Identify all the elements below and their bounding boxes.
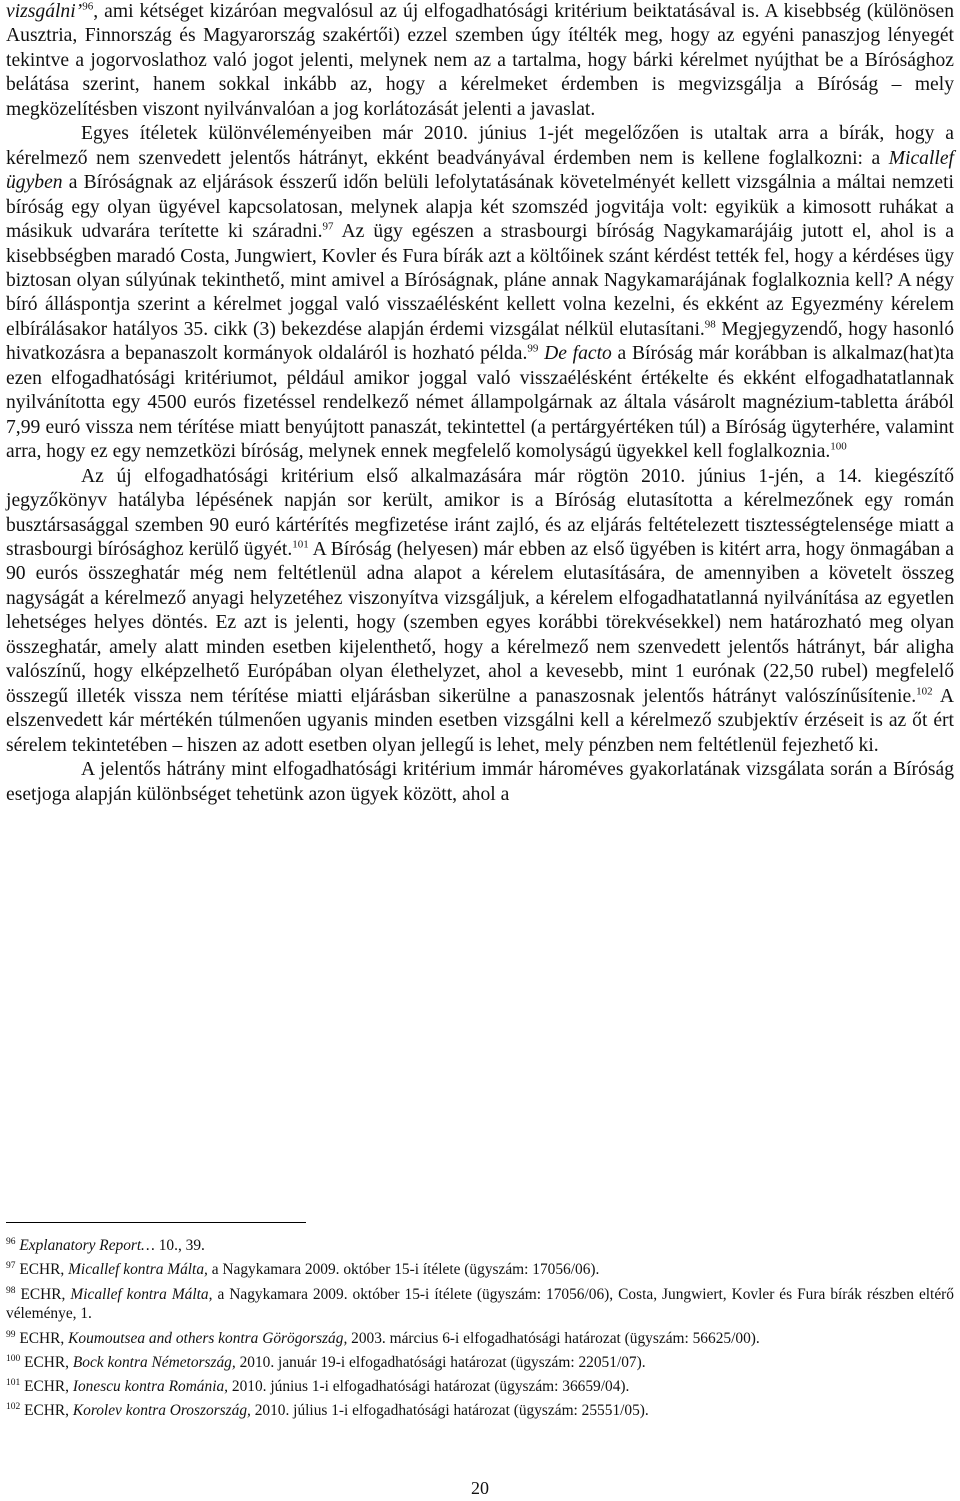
footnote-text: a Nagykamara 2009. október 15-i ítélete (ügyszám: 17056/06), Costa, Jungwiert, Kovler és Fura bírák részben eltérő véleménye, 1. — [6, 1285, 954, 1323]
footnote-prefix: ECHR, — [20, 1285, 71, 1303]
footnote-text: 2010. január 19-i elfogadhatósági határozat (ügyszám: 22051/07). — [235, 1353, 646, 1371]
paragraph-text: a Bíróságnak az eljárások ésszerű időn belüli lefolytatásának követelményét kellett vizsgálnia a máltai nemzeti bíróság egy olyan ügyével kapcsolatosan, melynek alapja két szomszéd jogvitája volt: egyikük a kimosott ruhákat a másikuk udvarára terítette ki száradni. — [6, 172, 954, 243]
footnote-number: 98 — [6, 1285, 16, 1296]
latin-term: De facto — [544, 343, 612, 365]
footnote-number: 101 — [6, 1378, 21, 1389]
footnote-text: 10., 39. — [154, 1237, 205, 1254]
footnote-prefix: ECHR, — [24, 1402, 73, 1420]
footnote-separator — [6, 1222, 306, 1223]
footnote-case-name: Korolev kontra Oroszország, — [72, 1402, 251, 1420]
case-name: Micallef ügyben — [6, 147, 954, 194]
footnote-number: 96 — [6, 1236, 16, 1247]
footnote-102 — [6, 1401, 954, 1421]
paragraph-text: Egyes ítéletek különvéleményeiben már 2010. június 1-jét megelőzően is utaltak arra a bírák, hogy a kérelmező nem szenvedett jelentős hátrányt, ekként beadványával érdemben nem is kellene foglalkozni: a — [6, 123, 954, 169]
footnote-ref-101[interactable]: 101 — [292, 538, 309, 551]
paragraph-4 — [6, 758, 954, 807]
footnote-ref-102[interactable]: 102 — [916, 685, 933, 698]
paragraph-text: Az új elfogadhatósági kritérium első alkalmazására már rögtön 2010. június 1-jén, a 14. kiegészítő jegyzőkönyv hatályba lépésének napján sor került, amikor is a Bíróság elutasította a kérelmezőnek egy román busztársasággal szemben 90 euró kártérítés megfizetése iránt zajló, és az eljárás feltételezett tisztességtelensége miatt a strasbourgi bírósághoz kerülő ügyét. — [6, 465, 954, 560]
paragraph-3 — [6, 465, 954, 758]
footnote-prefix: ECHR, — [19, 1329, 69, 1347]
footnote-97 — [6, 1260, 954, 1280]
footnote-101 — [6, 1377, 954, 1397]
paragraph-text: Az ügy egészen a strasbourgi bíróság Nagykamarájáig jutott el, ahol is a kisebbségben maradó Costa, Jungwiert, Kovler és Fura bírák azt a költőinek szánt kérdést tették fel, hogy a kérdéses ügy biztosan olyan súlyúnak tekinthető, mint amivel a Bíróságnak, pláne annak Nagykamarájának foglalkoznia kell? A négy bíró álláspontja szerint a kérelmet joggal való visszaélésként kellett volna kezelni, és ekként az Egyezmény kérelem elbírálásakor hatályos 35. cikk (3) bekezdése alapján érdemi vizsgálat nélkül elutasítani. — [6, 221, 955, 340]
footnote-96 — [6, 1236, 954, 1256]
footnote-ref-97[interactable]: 97 — [322, 220, 334, 233]
footnote-case-name: Micallef kontra Málta, — [68, 1261, 208, 1279]
footnote-ref-99[interactable]: 99 — [527, 342, 539, 355]
paragraph-text: a Bíróság már korábban is alkalmaz(hat)ta ezen elfogadhatósági kritériumot, például amikor joggal való visszaélésként értékelte és ekként elfogadhatatlannak nyilvánította egy 4500 eurós fizetéssel rendelkező német állampolgárnak az általa vásárolt magnézium-tabletta árából 7,99 euró vissza nem térítése miatt benyújtott panaszát, tekintettel (a pertárgyértéken túl) a Bíróság ügyterhére, valamint arra, hogy ez egy nemzetközi bíróság, melynek ennek megfelelő komolyságú ügyekkel kell foglalkoznia. — [6, 343, 954, 463]
footnote-case-name: Micallef kontra Málta, — [70, 1285, 213, 1303]
footnote-99 — [6, 1329, 954, 1349]
footnote-prefix: ECHR, — [24, 1378, 73, 1396]
footnote-number: 97 — [6, 1261, 16, 1272]
footnote-ref-96[interactable]: 96 — [82, 0, 94, 13]
paragraph-text: , ami kétséget kizáróan megvalósul az új elfogadhatósági kritérium beiktatásával is. A kisebbség (különösen Ausztria, Finnország és Magyarország szakértői) ezzel szemben úgy ítélték meg, hogy az egyéni panaszjog lényegét tekintve a jogorvoslathoz való jogot jelenti, melynek nem az a tartalma, hogy bárki kérelmet nyújthat be a Bírósághoz belátása szerint, hanem sokkal inkább az, hogy a kérelmeket érdemben is megvizsgálja a Bíróság – mely megközelítésben viszont nyilvánvalóan a jog korlátozását jelenti a javaslat. — [6, 1, 954, 120]
document-page — [6, 0, 954, 807]
footnote-text: a Nagykamara 2009. október 15-i ítélete (ügyszám: 17056/06). — [207, 1261, 600, 1279]
footnote-prefix: ECHR, — [19, 1261, 69, 1279]
paragraph-text: A Bíróság (helyesen) már ebben az első ügyében is kitért arra, hogy önmagában a 90 eurós összeghatár még nem feltétlenül adna alapot a kérelem elutasítására, de amennyiben a követelt összeg nagyságát a kérelmező anyagi helyzetéhez viszonyítva vizsgáljuk, a kérelem elfogadhatatlanná nyilvánítása az egyetlen lehetséges helyes döntés. Ez azt is jelenti, hogy (szemben egyes korábbi törekvésekkel) nem határozható meg olyan összeghatár, amely alatt minden esetben kijelenthető, hogy a kérelmező nem szenvedett jelentős hátrányt, bár aligha valószínű, hogy elképzelhető Európában olyan élethelyzet, ahol a kevesebb, mint 1 eurónak (22,50 rubel) megfelelő összegű illeték vissza nem térítése miatti eljárásban sikerülne a panaszosnak jelentős hátrányt valószínűsítenie. — [6, 538, 954, 707]
footnote-98 — [6, 1285, 954, 1324]
footnote-prefix: ECHR, — [24, 1353, 73, 1371]
page-number: 20 — [471, 1478, 489, 1498]
footnote-number: 102 — [6, 1402, 21, 1413]
footnote-ref-98[interactable]: 98 — [704, 318, 716, 331]
quoted-word: vizsgálni’ — [6, 1, 83, 22]
paragraph-text: A jelentős hátrány mint elfogadhatósági kritérium immár hároméves gyakorlatának vizsgálata során a Bíróság esetjoga alapján különbséget tehetünk azon ügyek között, ahol a — [6, 759, 954, 805]
footnotes — [6, 1236, 954, 1426]
footnote-case-name: Ionescu kontra Románia, — [72, 1378, 229, 1396]
footnote-text: 2003. március 6-i elfogadhatósági határozat (ügyszám: 56625/00). — [347, 1329, 760, 1347]
paragraph-text: Megjegyzendő, hogy hasonló hivatkozásra a bepanaszolt kormányok oldaláról is hozható példa. — [6, 318, 954, 365]
footnote-case-name: Bock kontra Németország, — [72, 1353, 236, 1371]
paragraph-1 — [6, 0, 954, 122]
footnote-100 — [6, 1353, 954, 1373]
paragraph-text: A elszenvedett kár mértékén túlmenően ugyanis minden esetben vizsgálni kell a kérelmező szubjektív érzéseit is az őt ért sérelem tekintetében – hiszen az adott esetben olyan jellegű is lehet, mely pénzben nem feltétlenül fejezhető ki. — [6, 685, 955, 756]
footnote-number: 100 — [6, 1353, 21, 1364]
body-text — [6, 0, 954, 807]
footnote-text: 2010. június 1-i elfogadhatósági határozat (ügyszám: 36659/04). — [228, 1378, 630, 1396]
paragraph-2 — [6, 122, 954, 464]
footnote-italic: Explanatory Report… — [19, 1237, 155, 1254]
footnote-ref-100[interactable]: 100 — [830, 440, 847, 453]
footnote-text: 2010. július 1-i elfogadhatósági határozat (ügyszám: 25551/05). — [250, 1402, 649, 1420]
footnote-case-name: Koumoutsea and others kontra Görögország, — [68, 1329, 348, 1347]
footnote-number: 99 — [6, 1329, 16, 1340]
